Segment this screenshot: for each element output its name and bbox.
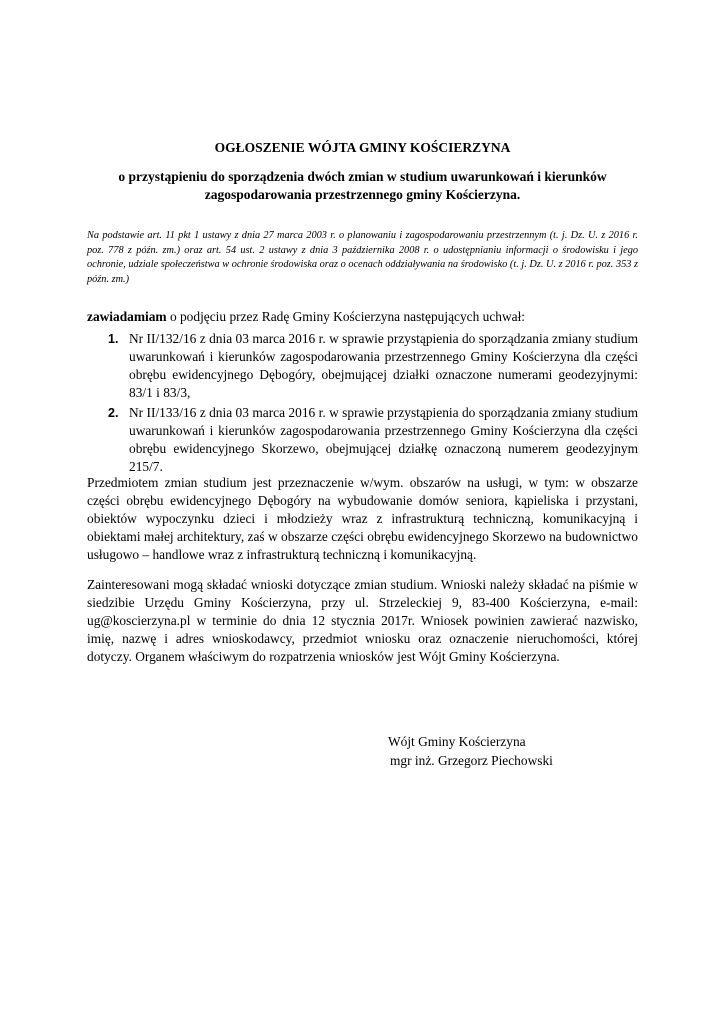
resolution-text: Nr II/133/16 z dnia 03 marca 2016 r. w sprawie przystąpienia do sporządzania zmiany studium uwarunkowań i kierunków zagospodarowania przestrzennego Gminy Kościerzyna dla części obrębu ewidencyjnego Skorzewo, obejmującej działkę oznaczoną numerem geodezyjnym 215/7.	[129, 405, 638, 474]
resolution-number: 1.	[108, 332, 119, 346]
page-title: OGŁOSZENIE WÓJTA GMINY KOŚCIERZYNA	[214, 140, 511, 155]
resolution-item	[108, 330, 638, 402]
announcement-keyword: zawiadamiam	[87, 309, 167, 324]
legal-basis: Na podstawie art. 11 pkt 1 ustawy z dnia 27 marca 2003 r. o planowaniu i zagospodarowaniu przestrzennym (t. j. Dz. U. z 2016 r. poz. 778 z późn. zm.) oraz art. 54 ust. 2 ustawy z dnia 3 października 2008 r. o udostępnianiu informacji o środowisku i jego ochronie, udziale społeczeństwa w ochronie środowiska oraz o ocenach oddziaływania na środowisko (t. j. Dz. U. z 2016 r. poz. 353 z późn. zm.)	[87, 230, 638, 286]
applications-paragraph: Zainteresowani mogą składać wnioski dotyczące zmian studium. Wnioski należy składać na piśmie w siedzibie Urzędu Gminy Kościerzyna, przy ul. Strzeleckiej 9, 83-400 Kościerzyna, e-mail: ug@koscierzyna.pl w terminie do dnia 12 stycznia 2017r. Wniosek powinien zawierać nazwisko, imię, nazwę i adres wnioskodawcy, przedmiot wniosku oraz oznaczenie nieruchomości, której dotyczy. Organem właściwym do rozpatrzenia wniosków jest Wójt Gminy Kościerzyna.	[87, 577, 638, 664]
announcement-intro	[87, 308, 638, 326]
announcement-text: o podjęciu przez Radę Gminy Kościerzyna następujących uchwał:	[166, 309, 526, 324]
signature-name: mgr inż. Grzegorz Piechowski	[390, 752, 553, 768]
resolution-number: 2.	[108, 406, 119, 420]
signature-position: Wójt Gminy Kościerzyna	[388, 734, 526, 749]
signature-block	[388, 733, 553, 770]
subject-paragraph: Przedmiotem zmian studium jest przeznaczenie w/wym. obszarów na usługi, w tym: w obszarze części obrębu ewidencyjnego Dębogóry na wybudowanie domów seniora, kąpieliska i przystani, obiektów wypoczynku dzieci i młodzieży wraz z infrastrukturą techniczną, komunikacyjną i obiektami małej architektury, zaś w obszarze części obrębu ewidencyjnego Skorzewo na budownictwo usługowo – handlowe wraz z infrastrukturą techniczną i komunikacyjną.	[87, 475, 638, 562]
resolution-text: Nr II/132/16 z dnia 03 marca 2016 r. w sprawie przystąpienia do sporządzania zmiany studium uwarunkowań i kierunków zagospodarowania przestrzennego Gminy Kościerzyna dla części obrębu ewidencyjnego Dębogóry, obejmującej działki oznaczone numerami geodezyjnymi: 83/1 i 83/3,	[129, 331, 638, 400]
resolution-item	[108, 404, 638, 476]
page-subtitle: o przystąpieniu do sporządzenia dwóch zmian w studium uwarunkowań i kierunków zagospodarowania przestrzennego gminy Kościerzyna.	[118, 169, 607, 202]
